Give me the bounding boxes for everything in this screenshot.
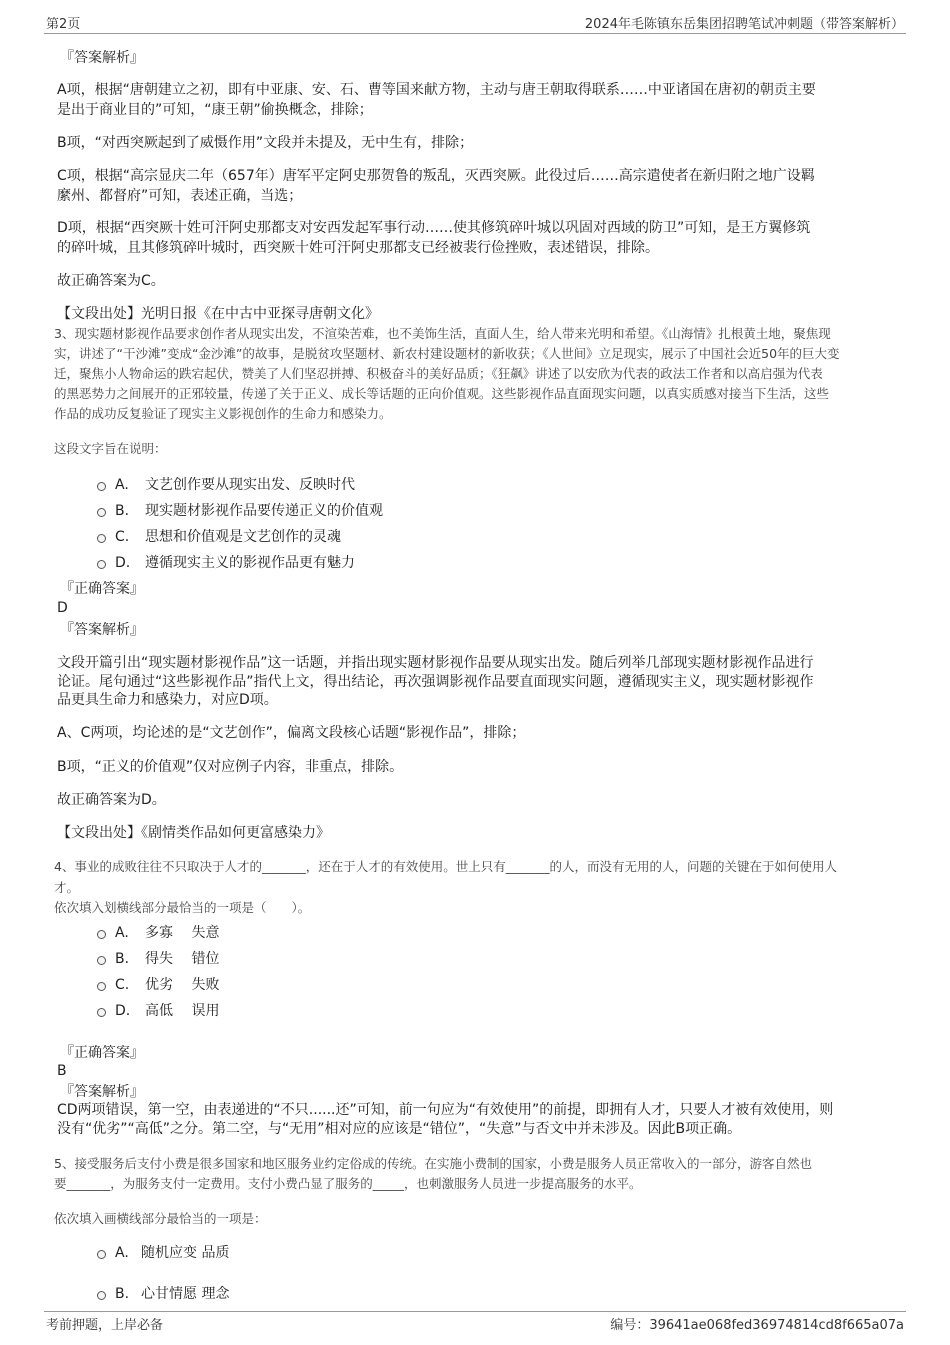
q4-option-b[interactable] <box>97 949 219 969</box>
q3-answer-label: 『正确答案』 <box>60 581 144 597</box>
q2-analysis-c-line1: C项，根据“高宗显庆二年（657年）唐军平定阿史那贺鲁的叛乱，灭西突厥。此役过后……高宗遣使者在新归附之地广设羁 <box>57 168 815 184</box>
option-text: 优劣 失败 <box>145 977 220 993</box>
radio-icon[interactable] <box>97 534 106 543</box>
page-number: 第2页 <box>46 17 81 32</box>
q3-answer: D <box>57 600 68 616</box>
q5-option-a[interactable] <box>97 1243 229 1263</box>
option-text: 思想和价值观是文艺创作的灵魂 <box>145 529 341 545</box>
radio-icon[interactable] <box>97 508 106 517</box>
radio-icon[interactable] <box>97 930 106 939</box>
option-letter: C. <box>115 529 130 545</box>
q2-analysis-d-line2: 的碎叶城，且其修筑碎叶城时，西突厥十姓可汗阿史那都支已经被裴行俭挫败，表述错误，排除。 <box>57 240 659 256</box>
q4-analysis-label: 『答案解析』 <box>60 1084 144 1100</box>
q2-source: 【文段出处】光明日报《在中古中亚探寻唐朝文化》 <box>57 306 379 322</box>
q3-option-c[interactable] <box>97 527 341 547</box>
option-text: 遵循现实主义的影视作品更有魅力 <box>145 555 355 571</box>
q3-option-b[interactable] <box>97 501 383 521</box>
document-id: 编号：39641ae068fed36974814cd8f665a07a <box>610 1318 904 1333</box>
option-text: 得失 错位 <box>145 951 220 967</box>
q3-option-a[interactable] <box>97 475 355 495</box>
option-letter: A. <box>115 477 129 493</box>
q2-analysis-d-line1: D项，根据“西突厥十姓可汗阿史那都支对安西发起军事行动……使其修筑碎叶城以巩固对西域的防卫”可知，是王方翼修筑 <box>57 220 811 236</box>
q4-prompt: 依次填入划横线部分最恰当的一项是（ ）。 <box>54 900 311 915</box>
option-letter: A. <box>115 1245 129 1261</box>
radio-icon[interactable] <box>97 1250 106 1259</box>
q3-analysis-ac: A、C两项，均论述的是“文艺创作”，偏离文段核心话题“影视作品”，排除； <box>57 725 526 741</box>
q3-analysis-label: 『答案解析』 <box>60 622 144 638</box>
option-text: 多寡 失意 <box>145 925 220 941</box>
q2-analysis-a-line2: 是出于商业目的”可知，“康王朝”偷换概念，排除； <box>57 102 373 118</box>
option-letter: A. <box>115 925 129 941</box>
q2-analysis-a-line1: A项，根据“唐朝建立之初，即有中亚康、安、石、曹等国来献方物，主动与唐王朝取得联系……中亚诸国在唐初的朝贡主要 <box>57 82 816 98</box>
radio-icon[interactable] <box>97 560 106 569</box>
q4-option-d[interactable] <box>97 1001 219 1021</box>
option-text: 心甘情愿 理念 <box>141 1286 230 1302</box>
document-title: 2024年毛陈镇东岳集团招聘笔试冲刺题（带答案解析） <box>584 17 904 32</box>
q3-analysis-line1: 文段开篇引出“现实题材影视作品”这一话题，并指出现实题材影视作品要从现实出发。随后列举几部现实题材影视作品进行 <box>57 655 814 671</box>
q4-analysis-line1: CD两项错误，第一空，由表递进的“不只......还”可知，前一句应为“有效使用”的前提，即拥有人才，只要人才被有效使用，则 <box>57 1102 834 1118</box>
option-text: 随机应变 品质 <box>141 1245 230 1261</box>
q3-stem-line3: 迁，聚焦小人物命运的跌宕起伏，赞美了人们坚忍拼搏、积极奋斗的美好品质；《狂飙》讲述了以安欣为代表的政法工作者和以高启强为代表 <box>54 366 823 381</box>
footer-divider <box>44 1311 906 1312</box>
q3-prompt: 这段文字旨在说明： <box>54 441 167 456</box>
q3-analysis-b: B项，“正义的价值观”仅对应例子内容，非重点，排除。 <box>57 759 404 775</box>
q5-stem-line1: 5、接受服务后支付小费是很多国家和地区服务业约定俗成的传统。在实施小费制的国家，小费是服务人员正常收入的一部分，游客自然也 <box>54 1156 812 1171</box>
q3-stem-line1: 3、现实题材影视作品要求创作者从现实出发，不渲染苦难，也不美饰生活，直面人生，给人带来光明和希望。《山海情》扎根黄土地，聚焦现 <box>54 326 831 341</box>
q2-analysis-label: 『答案解析』 <box>60 50 144 66</box>
q4-analysis-line2: 没有“优劣”“高低”之分。第二空，与“无用”相对应的应该是“错位”，“失意”与否文中并未涉及。因此B项正确。 <box>57 1121 742 1137</box>
option-text: 高低 误用 <box>145 1003 220 1019</box>
option-letter: B. <box>115 503 130 519</box>
q4-option-a[interactable] <box>97 923 219 943</box>
radio-icon[interactable] <box>97 982 106 991</box>
option-text: 现实题材影视作品要传递正义的价值观 <box>145 503 383 519</box>
option-letter: D. <box>115 1003 131 1019</box>
q4-answer-label: 『正确答案』 <box>60 1045 144 1061</box>
q3-source: 【文段出处】《剧情类作品如何更富感染力》 <box>57 825 330 841</box>
q3-stem-line5: 作品的成功反复验证了现实主义影视创作的生命力和感染力。 <box>54 406 392 421</box>
q3-option-d[interactable] <box>97 553 355 573</box>
option-text: 文艺创作要从现实出发、反映时代 <box>145 477 355 493</box>
radio-icon[interactable] <box>97 956 106 965</box>
option-letter: C. <box>115 977 130 993</box>
q3-analysis-line2: 论证。尾句通过“这些影视作品”指代上文，得出结论，再次强调影视作品要直面现实问题，遵循现实主义，现实题材影视作 <box>57 674 814 690</box>
q5-stem-line2: 要_______，为服务支付一定费用。支付小费凸显了服务的_____，也刺激服务人员进一步提高服务的水平。 <box>54 1176 642 1191</box>
q4-stem-line1: 4、事业的成败往往不只取决于人才的_______，还在于人才的有效使用。世上只有_______的人，而没有无用的人，问题的关键在于如何使用人 <box>54 859 837 874</box>
radio-icon[interactable] <box>97 482 106 491</box>
q4-option-c[interactable] <box>97 975 219 995</box>
header-divider <box>44 33 906 34</box>
q5-option-b[interactable] <box>97 1284 229 1304</box>
q3-stem-line2: 实，讲述了“干沙滩”变成“金沙滩”的故事，是脱贫攻坚题材、新农村建设题材的新收获；《人世间》立足现实，展示了中国社会近50年的巨大变 <box>54 346 840 361</box>
q4-stem-line2: 才。 <box>54 880 80 895</box>
q3-conclusion: 故正确答案为D。 <box>57 792 166 808</box>
footer-slogan: 考前押题，上岸必备 <box>46 1318 164 1333</box>
q3-stem-line4: 的黑恶势力之间展开的正邪较量，传递了关于正义、成长等话题的正向价值观。这些影视作品直面现实问题，以真实质感对接当下生活，这些 <box>54 386 830 401</box>
radio-icon[interactable] <box>97 1008 106 1017</box>
q3-analysis-line3: 品更具生命力和感染力，对应D项。 <box>57 692 278 708</box>
option-letter: D. <box>115 555 131 571</box>
q5-prompt: 依次填入画横线部分最恰当的一项是： <box>54 1211 267 1226</box>
option-letter: B. <box>115 1286 130 1302</box>
q4-answer: B <box>57 1063 67 1079</box>
option-letter: B. <box>115 951 130 967</box>
q2-analysis-b-line1: B项，“对西突厥起到了威慑作用”文段并未提及，无中生有，排除； <box>57 135 474 151</box>
q2-analysis-c-line2: 縻州、都督府”可知，表述正确，当选； <box>57 188 303 204</box>
q2-conclusion: 故正确答案为C。 <box>57 273 165 289</box>
radio-icon[interactable] <box>97 1291 106 1300</box>
